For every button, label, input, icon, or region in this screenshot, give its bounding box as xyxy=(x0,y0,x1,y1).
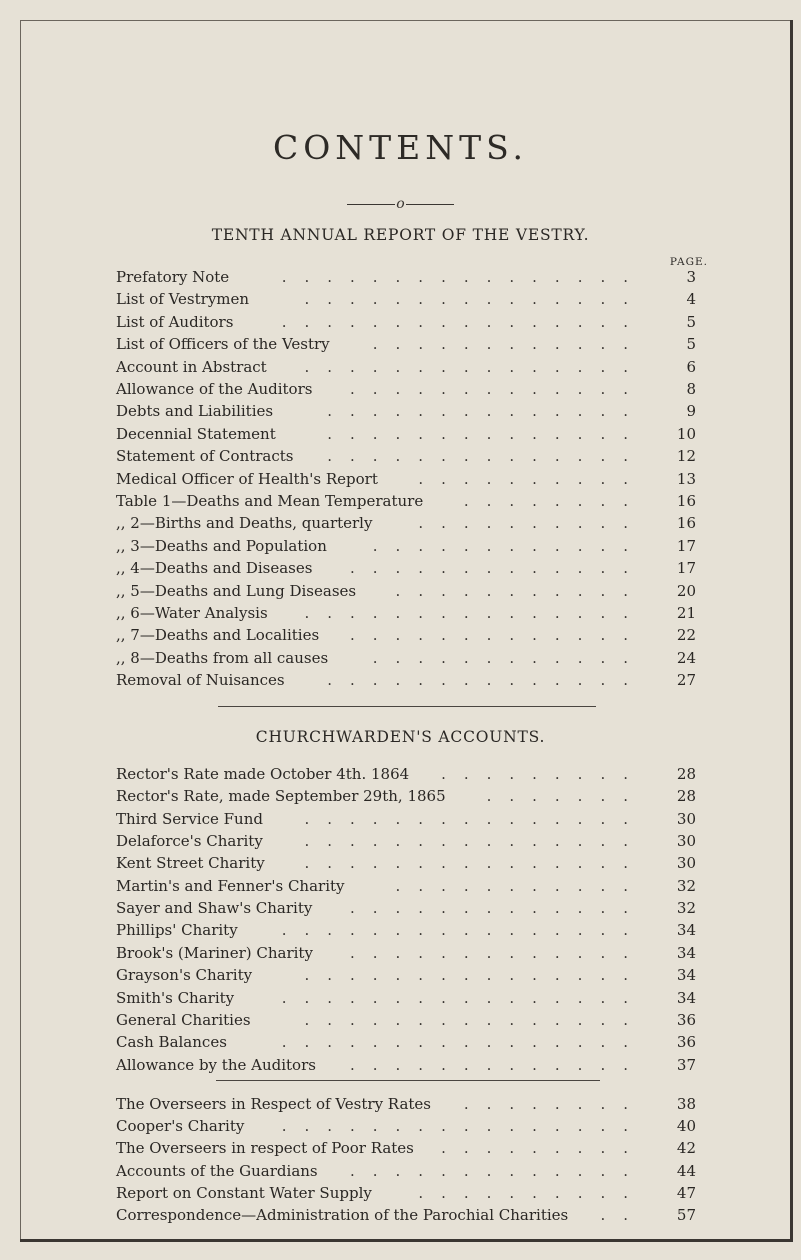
entry-page-number: 34 xyxy=(676,966,696,985)
leader-dots: .......... xyxy=(418,469,646,488)
entry-label: Grayson's Charity xyxy=(116,966,253,985)
contents-entry xyxy=(116,852,696,874)
contents-entry xyxy=(116,311,696,333)
entry-page-number: 34 xyxy=(676,943,696,962)
entry-page-number: 9 xyxy=(686,402,696,421)
entry-label: Phillips' Charity xyxy=(116,921,238,940)
contents-entry xyxy=(116,647,696,669)
leader-dots: ................ xyxy=(281,1117,646,1136)
entry-label: Table 1—Deaths and Mean Temperature xyxy=(116,492,424,510)
entry-page-number: 4 xyxy=(686,290,696,309)
entry-page-number: 30 xyxy=(676,854,696,873)
leader-dots: ............... xyxy=(304,832,646,851)
leader-dots: ............... xyxy=(304,1010,646,1029)
entry-label: Allowance of the Auditors xyxy=(116,380,313,398)
entry-page-number: 24 xyxy=(676,648,696,667)
contents-entry xyxy=(116,1093,696,1115)
contents-entry xyxy=(116,1009,696,1031)
leader-dots: ........... xyxy=(395,581,646,600)
contents-entry xyxy=(116,1160,696,1182)
contents-entry xyxy=(116,490,696,512)
entry-page-number: 34 xyxy=(676,988,696,1007)
contents-entry xyxy=(116,1031,696,1053)
entry-page-number: 36 xyxy=(676,1010,696,1029)
contents-entry xyxy=(116,557,696,579)
contents-entry xyxy=(116,400,696,422)
contents-entry xyxy=(116,624,696,646)
entry-page-number: 30 xyxy=(676,832,696,851)
entry-page-number: 32 xyxy=(676,876,696,895)
contents-entry xyxy=(116,333,696,355)
entry-page-number: 22 xyxy=(676,626,696,645)
leader-dots: ............. xyxy=(350,626,646,645)
leader-dots: .......... xyxy=(418,1183,646,1202)
contents-entry xyxy=(116,763,696,785)
contents-entry xyxy=(116,942,696,964)
contents-entry xyxy=(116,535,696,557)
entry-label: Medical Officer of Health's Report xyxy=(116,469,378,488)
leader-dots: .............. xyxy=(327,402,646,421)
leader-dots: ............. xyxy=(350,559,646,578)
entry-label: Allowance by the Auditors xyxy=(116,1055,316,1074)
entry-page-number: 8 xyxy=(686,380,696,398)
entry-page-number: 17 xyxy=(676,536,696,555)
entry-label: Smith's Charity xyxy=(116,988,235,1007)
contents-entry xyxy=(116,580,696,602)
entry-label: Removal of Nuisances xyxy=(116,671,285,690)
entry-label: Martin's and Fenner's Charity xyxy=(116,876,345,895)
entry-page-number: 28 xyxy=(676,765,696,783)
leader-dots: ............ xyxy=(372,536,646,555)
entry-label: Debts and Liabilities xyxy=(116,402,274,421)
page-border-top xyxy=(20,20,793,21)
leader-dots: ............. xyxy=(350,899,646,918)
page-title: CONTENTS. xyxy=(272,128,529,167)
ornament-rule-left xyxy=(347,204,395,205)
entry-page-number: 36 xyxy=(676,1033,696,1052)
leader-dots: ....... xyxy=(486,787,646,806)
leader-dots: ......... xyxy=(441,765,646,783)
entry-label: Sayer and Shaw's Charity xyxy=(116,899,313,918)
contents-entry xyxy=(116,1137,696,1159)
contents-entry xyxy=(116,897,696,919)
entry-page-number: 44 xyxy=(676,1161,696,1180)
leader-dots: .. xyxy=(600,1206,646,1224)
entry-page-number: 20 xyxy=(676,581,696,600)
entry-label: ,, 2—Births and Deaths, quarterly xyxy=(116,514,373,533)
contents-entry xyxy=(116,830,696,852)
entry-label: Account in Abstract xyxy=(116,357,267,376)
leader-dots: .......... xyxy=(418,514,646,533)
leader-dots: .............. xyxy=(327,671,646,690)
entry-label: ,, 3—Deaths and Population xyxy=(116,536,327,555)
leader-dots: ........ xyxy=(463,492,646,510)
entry-label: Rector's Rate, made September 29th, 1865 xyxy=(116,787,446,806)
entry-page-number: 32 xyxy=(676,899,696,918)
entry-page-number: 42 xyxy=(676,1139,696,1158)
entry-page-number: 47 xyxy=(676,1183,696,1202)
contents-entry xyxy=(116,445,696,467)
entry-label: ,, 8—Deaths from all causes xyxy=(116,648,329,667)
leader-dots: ............. xyxy=(350,380,646,398)
page-border-bottom xyxy=(20,1239,793,1242)
entry-page-number: 6 xyxy=(686,357,696,376)
entry-page-number: 13 xyxy=(676,469,696,488)
leader-dots: ................ xyxy=(281,921,646,940)
leader-dots: .............. xyxy=(327,424,646,443)
entry-page-number: 3 xyxy=(686,268,696,286)
entry-label: Delaforce's Charity xyxy=(116,832,263,851)
contents-entry xyxy=(116,356,696,378)
leader-dots: ............. xyxy=(350,1055,646,1074)
contents-entry xyxy=(116,785,696,807)
ornament-rule-right xyxy=(406,204,454,205)
contents-entry xyxy=(116,875,696,897)
entry-label: ,, 5—Deaths and Lung Diseases xyxy=(116,581,357,600)
entry-page-number: 16 xyxy=(676,514,696,533)
entry-page-number: 57 xyxy=(676,1206,696,1224)
leader-dots: ............ xyxy=(372,335,646,354)
leader-dots: ............... xyxy=(304,854,646,873)
contents-entry xyxy=(116,288,696,310)
entry-page-number: 5 xyxy=(686,312,696,331)
entry-page-number: 12 xyxy=(676,447,696,466)
leader-dots: ............ xyxy=(372,648,646,667)
entry-page-number: 28 xyxy=(676,787,696,806)
leader-dots: ........... xyxy=(395,876,646,895)
entry-page-number: 38 xyxy=(676,1095,696,1113)
contents-entry xyxy=(116,423,696,445)
churchwarden-section-heading: CHURCHWARDEN'S ACCOUNTS. xyxy=(255,728,546,746)
leader-dots: ................ xyxy=(281,312,646,331)
entry-label: Report on Constant Water Supply xyxy=(116,1183,372,1202)
entry-label: List of Officers of the Vestry xyxy=(116,335,330,354)
entry-page-number: 40 xyxy=(676,1117,696,1136)
entry-label: Rector's Rate made October 4th. 1864 xyxy=(116,765,410,783)
entry-label: Kent Street Charity xyxy=(116,854,265,873)
entry-label: List of Vestrymen xyxy=(116,290,250,309)
contents-entry xyxy=(116,1054,696,1076)
entry-page-number: 5 xyxy=(686,335,696,354)
contents-entry xyxy=(116,1115,696,1137)
contents-entry xyxy=(116,378,696,400)
entry-page-number: 21 xyxy=(676,604,696,622)
leader-dots: ......... xyxy=(441,1139,646,1158)
leader-dots: ............... xyxy=(304,604,646,622)
contents-entry xyxy=(116,669,696,691)
leader-dots: .............. xyxy=(327,447,646,466)
entry-label: The Overseers in respect of Poor Rates xyxy=(116,1139,414,1158)
leader-dots: ............... xyxy=(304,966,646,985)
leader-dots: ............... xyxy=(304,357,646,376)
entry-label: General Charities xyxy=(116,1010,251,1029)
leader-dots: ................ xyxy=(281,988,646,1007)
contents-entry xyxy=(116,808,696,830)
leader-dots: ................ xyxy=(281,268,646,286)
entry-label: Accounts of the Guardians xyxy=(116,1161,318,1180)
entry-label: Third Service Fund xyxy=(116,809,263,828)
entry-label: Statement of Contracts xyxy=(116,447,294,466)
contents-entry xyxy=(116,468,696,490)
contents-entry xyxy=(116,1204,696,1226)
entry-label: ,, 7—Deaths and Localities xyxy=(116,626,320,645)
contents-entry xyxy=(116,964,696,986)
page-column-label: PAGE. xyxy=(669,256,708,268)
leader-dots: ............... xyxy=(304,809,646,828)
leader-dots: ........ xyxy=(463,1095,646,1113)
leader-dots: ............. xyxy=(350,1161,646,1180)
entry-label: Correspondence—Administration of the Parochial Charities xyxy=(116,1206,569,1224)
contents-entry xyxy=(116,512,696,534)
entry-page-number: 10 xyxy=(676,424,696,443)
entry-label: ,, 4—Deaths and Diseases xyxy=(116,559,313,578)
entry-label: Prefatory Note xyxy=(116,268,230,286)
vestry-section-heading: TENTH ANNUAL REPORT OF THE VESTRY. xyxy=(211,226,590,244)
contents-entry xyxy=(116,1182,696,1204)
entry-page-number: 37 xyxy=(676,1055,696,1074)
contents-entry xyxy=(116,919,696,941)
leader-dots: ............... xyxy=(304,290,646,309)
entry-page-number: 16 xyxy=(676,492,696,510)
ornament-mark: o xyxy=(396,196,405,212)
section-separator xyxy=(218,706,596,707)
entry-page-number: 30 xyxy=(676,809,696,828)
entry-page-number: 34 xyxy=(676,921,696,940)
contents-entry xyxy=(116,987,696,1009)
entry-page-number: 17 xyxy=(676,559,696,578)
leader-dots: ................ xyxy=(281,1033,646,1052)
contents-entry xyxy=(116,602,696,624)
entry-label: Brook's (Mariner) Charity xyxy=(116,943,313,962)
entry-label: Cooper's Charity xyxy=(116,1117,245,1136)
section-separator xyxy=(216,1080,600,1081)
entry-label: Decennial Statement xyxy=(116,424,276,443)
entry-label: Cash Balances xyxy=(116,1033,227,1052)
leader-dots: ............. xyxy=(350,943,646,962)
entry-label: ,, 6—Water Analysis xyxy=(116,604,268,622)
entry-label: List of Auditors xyxy=(116,312,234,331)
entry-label: The Overseers in Respect of Vestry Rates xyxy=(116,1095,431,1113)
entry-page-number: 27 xyxy=(676,671,696,690)
contents-entry xyxy=(116,266,696,288)
title-ornament xyxy=(0,196,801,212)
